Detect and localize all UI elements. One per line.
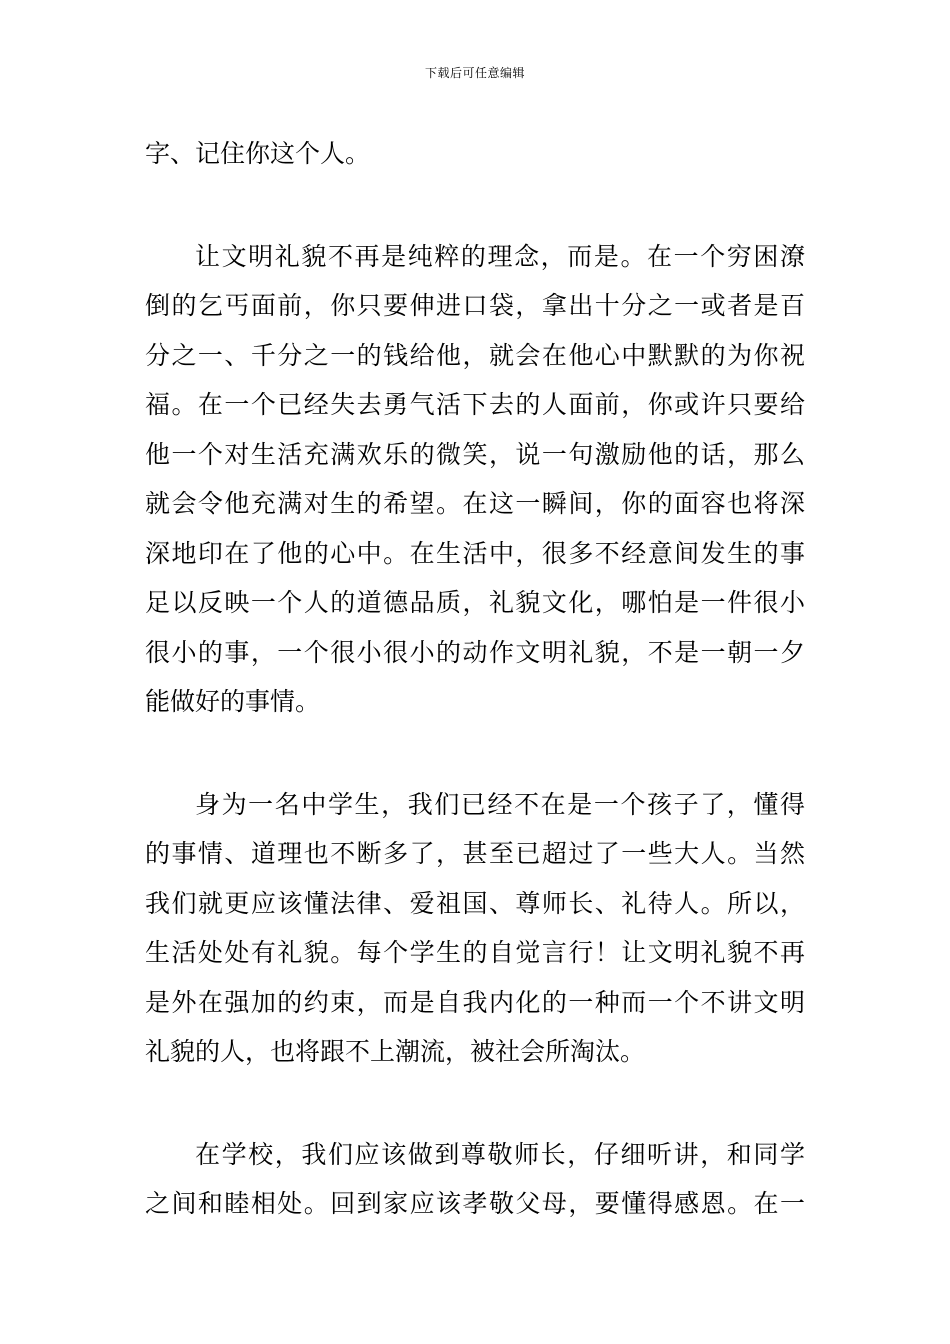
paragraph-gap: [145, 179, 805, 232]
paragraph-gap: [145, 727, 805, 780]
text-line: 是外在强加的约束，而是自我内化的一种而一个不讲文明: [145, 987, 805, 1017]
text-line: 能做好的事情。: [145, 687, 321, 716]
text-line: 倒的乞丐面前，你只要伸进口袋，拿出十分之一或者是百: [145, 291, 805, 320]
text-line: 就会令他充满对生的希望。在这一瞬间，你的面容也将深: [145, 489, 805, 518]
page-header: 下载后可任意编辑: [424, 66, 525, 80]
text-line: 字、记住你这个人。: [145, 139, 371, 168]
text-line: 让文明礼貌不再是纯粹的理念，而是。在一个穷困潦: [195, 241, 805, 271]
text-line: 足以反映一个人的道德品质，礼貌文化，哪怕是一件很小: [145, 588, 805, 617]
text-line: 在学校，我们应该做到尊敬师长，仔细听讲，和同学: [195, 1139, 805, 1169]
document-body: [145, 129, 805, 1229]
text-line: 身为一名中学生，我们已经不在是一个孩子了，懂得: [195, 789, 805, 819]
text-line: 深地印在了他的心中。在生活中，很多不经意间发生的事: [145, 538, 805, 568]
text-line: 很小的事，一个很小很小的动作文明礼貌，不是一朝一夕: [145, 637, 805, 667]
text-line: 福。在一个已经失去勇气活下去的人面前，你或许只要给: [145, 390, 805, 419]
paragraph-gap: [145, 1077, 805, 1130]
text-line: 我们就更应该懂法律、爱祖国、尊师长、礼待人。所以，: [145, 888, 805, 918]
text-line: 之间和睦相处。回到家应该孝敬父母，要懂得感恩。在一: [145, 1189, 805, 1218]
paragraph-3: [145, 780, 805, 1077]
text-line: 他一个对生活充满欢乐的微笑，说一句激励他的话，那么: [145, 439, 805, 469]
text-line: 礼貌的人，也将跟不上潮流，被社会所淘汰。: [145, 1037, 646, 1066]
text-line: 的事情、道理也不断多了，甚至已超过了一些大人。当然: [145, 839, 805, 868]
text-line: 生活处处有礼貌。每个学生的自觉言行！让文明礼貌不再: [145, 938, 805, 967]
text-line: 分之一、千分之一的钱给他，就会在他心中默默的为你祝: [145, 340, 805, 370]
paragraph-4: [145, 1130, 805, 1229]
paragraph-1: [145, 129, 805, 179]
paragraph-2: [145, 232, 805, 727]
